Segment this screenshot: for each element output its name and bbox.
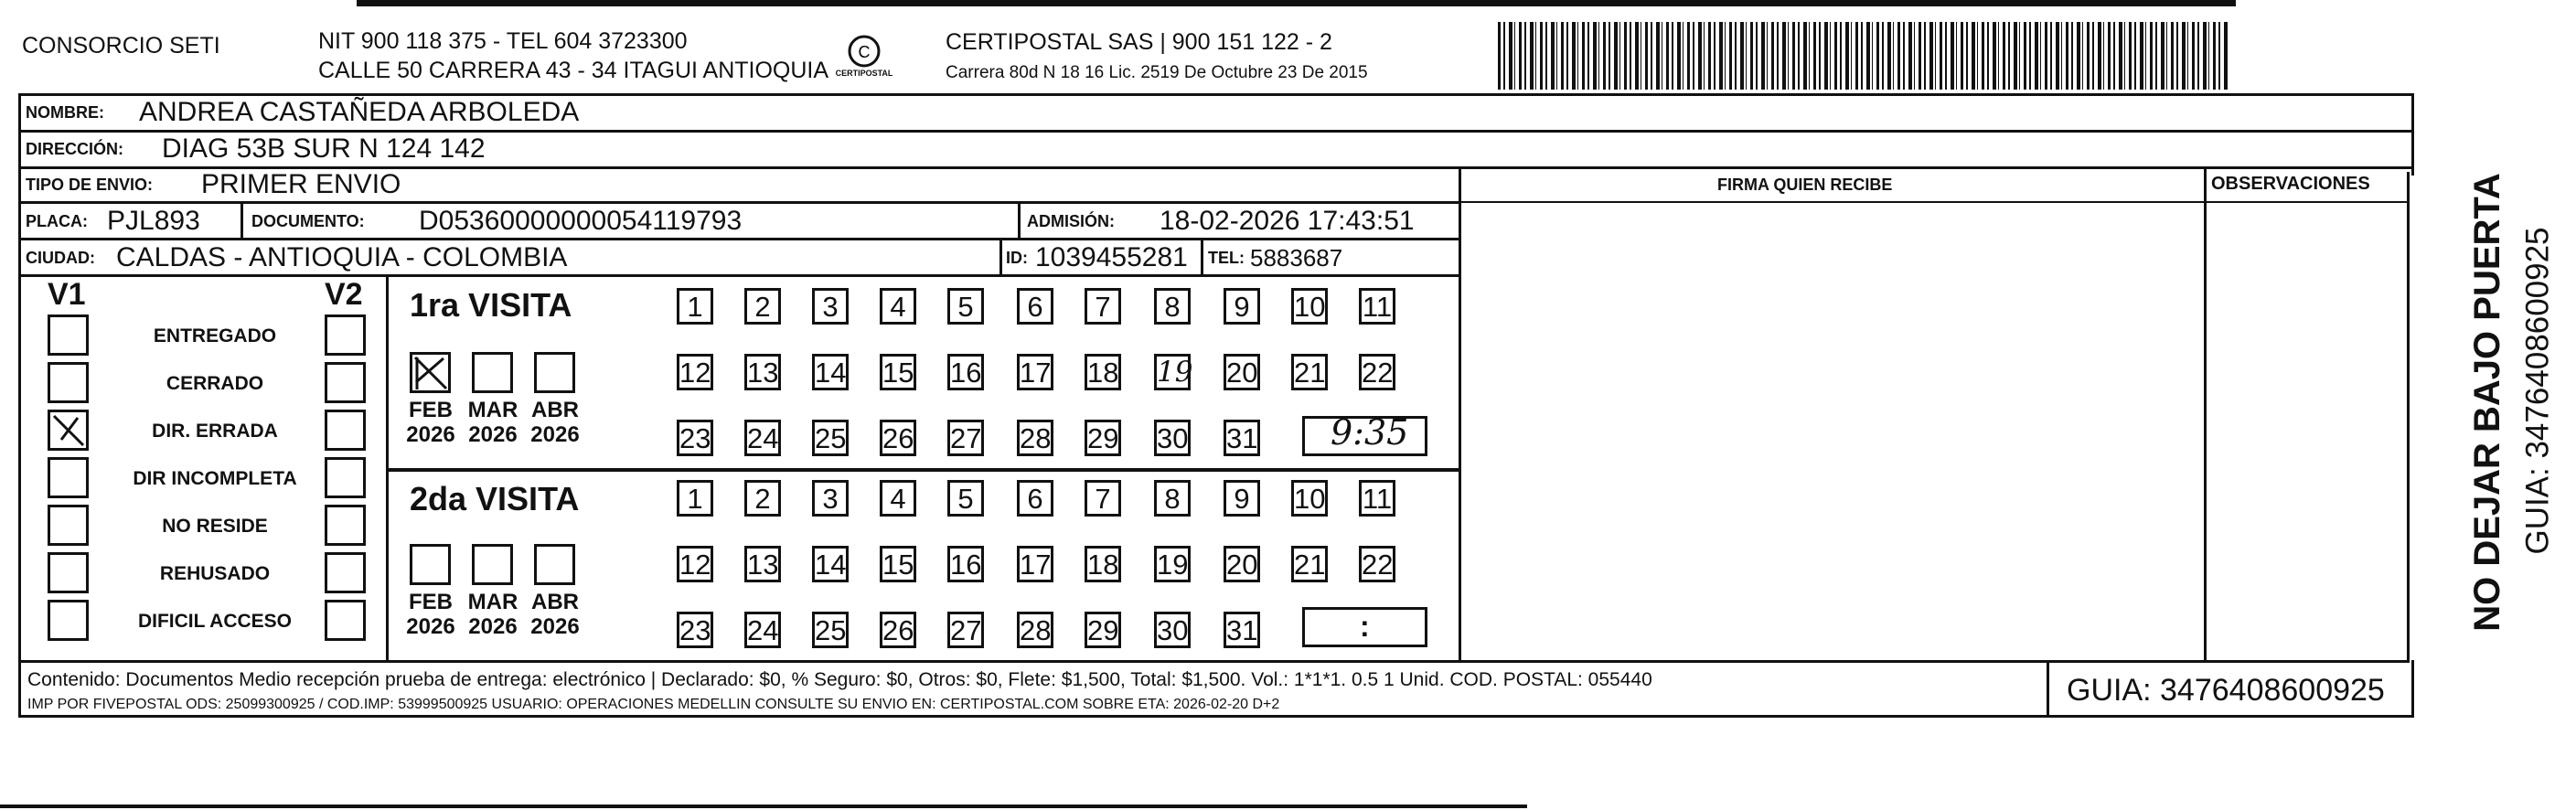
first-visit-day-box[interactable]: 10 bbox=[1291, 288, 1328, 325]
second-visit-day-box[interactable]: 19 bbox=[1154, 546, 1191, 582]
frame-top bbox=[18, 93, 2414, 96]
second-visit-month-year: 2026 bbox=[406, 614, 455, 639]
second-visit-day-box[interactable]: 28 bbox=[1017, 612, 1053, 648]
status-label: DIFICIL ACCESO bbox=[137, 611, 292, 632]
first-visit-day-box[interactable]: 11 bbox=[1359, 288, 1395, 325]
row-line-4 bbox=[18, 238, 1459, 240]
second-visit-time: : bbox=[1360, 610, 1370, 643]
id-divider bbox=[999, 240, 1002, 276]
barcode bbox=[1498, 22, 2228, 90]
second-visit-day-box[interactable]: 26 bbox=[880, 612, 916, 648]
first-visit-month-box[interactable] bbox=[472, 352, 513, 393]
second-visit-day-box[interactable]: 9 bbox=[1224, 480, 1260, 517]
first-visit-day-box[interactable]: 14 bbox=[812, 354, 849, 390]
v2-checkbox[interactable] bbox=[325, 505, 366, 546]
second-visit-day-box[interactable]: 7 bbox=[1085, 480, 1121, 517]
second-visit-day-box[interactable]: 23 bbox=[677, 612, 713, 648]
placa-value: PJL893 bbox=[107, 206, 200, 236]
second-visit-day-box[interactable]: 8 bbox=[1154, 480, 1191, 517]
second-visit-month-label: MAR bbox=[467, 590, 518, 614]
frame-right-footer bbox=[2411, 660, 2414, 718]
tel-divider bbox=[1201, 240, 1203, 276]
logo-text: CERTIPOSTAL bbox=[835, 69, 893, 78]
firma-label: FIRMA QUIEN RECIBE bbox=[1717, 176, 1893, 194]
admision-label: ADMISIÓN: bbox=[1027, 212, 1115, 230]
status-label: DIR. ERRADA bbox=[152, 421, 278, 442]
v2-checkbox[interactable] bbox=[325, 362, 366, 403]
v1-checkbox[interactable] bbox=[48, 314, 89, 356]
v2-checkbox[interactable] bbox=[325, 600, 366, 641]
second-visit-month-year: 2026 bbox=[468, 614, 518, 639]
status-label: DIR INCOMPLETA bbox=[133, 468, 297, 489]
second-visit-day-box[interactable]: 22 bbox=[1359, 546, 1395, 582]
v1-checkbox[interactable] bbox=[48, 362, 89, 403]
first-visit-day-box[interactable]: 9 bbox=[1224, 288, 1260, 325]
tipo-label: TIPO DE ENVIO: bbox=[26, 176, 154, 194]
documento-divider bbox=[1018, 203, 1021, 240]
guia-box-text: GUIA: 3476408600925 bbox=[2067, 673, 2385, 708]
first-visit-month-year: 2026 bbox=[530, 422, 580, 447]
second-visit-day-box[interactable]: 4 bbox=[880, 480, 916, 517]
first-visit-day-box[interactable]: 24 bbox=[744, 420, 781, 456]
first-visit-day-box[interactable]: 15 bbox=[880, 354, 916, 390]
direccion-label: DIRECCIÓN: bbox=[26, 140, 123, 158]
first-visit-day-box[interactable]: 1 bbox=[677, 288, 713, 325]
v2-label: V2 bbox=[325, 277, 363, 312]
second-visit-day-box[interactable]: 11 bbox=[1359, 480, 1395, 517]
v2-checkbox[interactable] bbox=[325, 314, 366, 356]
observ-left-border bbox=[2204, 166, 2207, 662]
id-value: 1039455281 bbox=[1035, 242, 1188, 272]
first-visit-day-box[interactable]: 29 bbox=[1085, 420, 1121, 456]
tel-value: 5883687 bbox=[1250, 244, 1343, 272]
first-visit-time-handwritten: 9:35 bbox=[1331, 412, 1409, 453]
first-visit-day-box[interactable]: 23 bbox=[677, 420, 713, 456]
status-label: CERRADO bbox=[166, 373, 264, 394]
documento-value: D05360000000054119793 bbox=[419, 206, 743, 236]
certipostal-line1: CERTIPOSTAL SAS | 900 151 122 - 2 bbox=[946, 29, 1332, 55]
v1-checkbox[interactable] bbox=[48, 600, 89, 641]
first-visit-day-box[interactable]: 7 bbox=[1085, 288, 1121, 325]
first-visit-day-box[interactable]: 17 bbox=[1017, 354, 1053, 390]
admision-value: 18-02-2026 17:43:51 bbox=[1160, 206, 1415, 236]
v1-checkbox[interactable] bbox=[48, 457, 89, 498]
second-visit-day-box[interactable]: 16 bbox=[947, 546, 984, 582]
first-visit-day-box[interactable]: 31 bbox=[1224, 420, 1260, 456]
observaciones-label: OBSERVACIONES bbox=[2211, 174, 2370, 194]
header-row-divider bbox=[1459, 201, 2410, 203]
first-visit-month-label: MAR bbox=[467, 398, 518, 422]
frame-right bbox=[2407, 172, 2410, 661]
side-guia: GUIA: 3476408600925 bbox=[2519, 227, 2556, 555]
status-label: NO RESIDE bbox=[162, 516, 268, 537]
second-visit-day-box[interactable]: 24 bbox=[744, 612, 781, 648]
first-visit-day-box[interactable]: 5 bbox=[947, 288, 984, 325]
v2-checkbox[interactable] bbox=[325, 552, 366, 593]
second-visit-day-box[interactable]: 31 bbox=[1224, 612, 1260, 648]
row-line-1 bbox=[18, 130, 2414, 133]
second-visit-day-box[interactable]: 21 bbox=[1291, 546, 1328, 582]
first-visit-month-year: 2026 bbox=[468, 422, 518, 447]
first-visit-month-box[interactable] bbox=[410, 352, 451, 393]
second-visit-day-box[interactable]: 12 bbox=[677, 546, 713, 582]
first-visit-day-box[interactable]: 30 bbox=[1154, 420, 1191, 456]
first-visit-day-box[interactable]: 20 bbox=[1224, 354, 1260, 390]
frame-left bbox=[18, 93, 21, 718]
row-line-3 bbox=[18, 201, 1459, 204]
first-visit-day-box[interactable]: 8 bbox=[1154, 288, 1191, 325]
frame-bottom-main bbox=[18, 660, 2410, 663]
first-visit-day-box[interactable]: 28 bbox=[1017, 420, 1053, 456]
second-visit-day-box[interactable]: 30 bbox=[1154, 612, 1191, 648]
frame-right-upper bbox=[2411, 93, 2414, 176]
first-visit-day-box[interactable]: 27 bbox=[947, 420, 984, 456]
second-visit-day-box[interactable]: 14 bbox=[812, 546, 849, 582]
placa-label: PLACA: bbox=[26, 212, 88, 230]
status-label: REHUSADO bbox=[159, 563, 271, 584]
certipostal-line2: Carrera 80d N 18 16 Lic. 2519 De Octubre 23 De 2015 bbox=[946, 63, 1368, 82]
address-line: CALLE 50 CARRERA 43 - 34 ITAGUI ANTIOQUIA bbox=[318, 58, 829, 83]
second-visit-day-box[interactable]: 5 bbox=[947, 480, 984, 517]
v1-label: V1 bbox=[48, 277, 86, 312]
second-visit-month-label: FEB bbox=[409, 590, 453, 614]
imp-line: IMP POR FIVEPOSTAL ODS: 25099300925 / COD.IMP: 53999500925 USUARIO: OPERACIONES MEDELLIN CONSULTE SU ENVIO EN: CERTIPOSTAL.COM SOBRE ETA: 2026-02-20 D+2 bbox=[27, 697, 1280, 712]
v1-checkbox[interactable] bbox=[48, 552, 89, 593]
second-visit-day-box[interactable]: 20 bbox=[1224, 546, 1260, 582]
row-line-5 bbox=[18, 274, 1459, 277]
frame-bottom bbox=[18, 715, 2414, 718]
svg-text:C: C bbox=[858, 43, 871, 61]
ciudad-value: CALDAS - ANTIOQUIA - COLOMBIA bbox=[116, 242, 568, 272]
guia-box-left bbox=[2047, 660, 2049, 718]
first-visit-day-box[interactable]: 12 bbox=[677, 354, 713, 390]
top-border-strip bbox=[357, 0, 2236, 6]
first-visit-day-box[interactable]: 25 bbox=[812, 420, 849, 456]
second-visit-month-box[interactable] bbox=[410, 544, 451, 585]
nit-line: NIT 900 118 375 - TEL 604 3723300 bbox=[318, 28, 688, 54]
ciudad-label: CIUDAD: bbox=[26, 249, 95, 267]
nombre-label: NOMBRE: bbox=[26, 103, 104, 122]
first-visit-month-label: ABR bbox=[531, 398, 579, 422]
first-visit-month-box[interactable] bbox=[534, 352, 575, 393]
v1-checkbox[interactable] bbox=[48, 410, 89, 451]
first-visit-day-box[interactable]: 4 bbox=[880, 288, 916, 325]
first-visit-day-box[interactable]: 3 bbox=[812, 288, 849, 325]
second-visit-title: 2da VISITA bbox=[410, 480, 580, 517]
certipostal-logo bbox=[823, 33, 905, 88]
company-name: CONSORCIO SETI bbox=[22, 33, 220, 59]
second-visit-month-label: ABR bbox=[531, 590, 579, 614]
second-visit-day-box[interactable]: 6 bbox=[1017, 480, 1053, 517]
tel-label: TEL: bbox=[1208, 249, 1245, 267]
first-visit-month-label: FEB bbox=[409, 398, 453, 422]
v2-checkbox[interactable] bbox=[325, 410, 366, 451]
second-visit-day-box[interactable]: 1 bbox=[677, 480, 713, 517]
first-visit-day-box[interactable]: 22 bbox=[1359, 354, 1395, 390]
direccion-value: DIAG 53B SUR N 124 142 bbox=[162, 133, 486, 164]
first-visit-month-year: 2026 bbox=[406, 422, 455, 447]
second-visit-month-year: 2026 bbox=[530, 614, 580, 639]
first-visit-day-box[interactable]: 19 bbox=[1154, 354, 1191, 390]
second-visit-day-box[interactable]: 27 bbox=[947, 612, 984, 648]
first-visit-day-box[interactable]: 6 bbox=[1017, 288, 1053, 325]
first-visit-title: 1ra VISITA bbox=[410, 286, 572, 324]
second-visit-day-box[interactable]: 29 bbox=[1085, 612, 1121, 648]
second-visit-day-box[interactable]: 15 bbox=[880, 546, 916, 582]
second-visit-day-box[interactable]: 18 bbox=[1085, 546, 1121, 582]
documento-label: DOCUMENTO: bbox=[251, 212, 365, 230]
first-visit-day-box[interactable]: 26 bbox=[880, 420, 916, 456]
second-visit-day-box[interactable]: 10 bbox=[1291, 480, 1328, 517]
first-visit-day-box[interactable]: 21 bbox=[1291, 354, 1328, 390]
second-visit-month-box[interactable] bbox=[534, 544, 575, 585]
second-visit-day-box[interactable]: 3 bbox=[812, 480, 849, 517]
second-visit-day-box[interactable]: 17 bbox=[1017, 546, 1053, 582]
v2-checkbox[interactable] bbox=[325, 457, 366, 498]
id-label: ID: bbox=[1006, 249, 1028, 267]
first-visit-day-box[interactable]: 2 bbox=[744, 288, 781, 325]
first-visit-day-box[interactable]: 13 bbox=[744, 354, 781, 390]
side-warning: NO DEJAR BAJO PUERTA bbox=[2467, 173, 2507, 632]
visit-left-border bbox=[386, 274, 389, 660]
second-visit-day-box[interactable]: 2 bbox=[744, 480, 781, 517]
first-visit-day-box[interactable]: 16 bbox=[947, 354, 984, 390]
second-visit-month-box[interactable] bbox=[472, 544, 513, 585]
tipo-value: PRIMER ENVIO bbox=[201, 169, 401, 199]
second-visit-day-box[interactable]: 25 bbox=[812, 612, 849, 648]
first-visit-day-box[interactable]: 18 bbox=[1085, 354, 1121, 390]
placa-divider bbox=[240, 203, 243, 240]
second-visit-day-box[interactable]: 13 bbox=[744, 546, 781, 582]
v1-checkbox[interactable] bbox=[48, 505, 89, 546]
nombre-value: ANDREA CASTAÑEDA ARBOLEDA bbox=[139, 97, 580, 127]
firma-left-border bbox=[1459, 166, 1461, 662]
contenido-line: Contenido: Documentos Medio recepción prueba de entrega: electrónico | Declarado: $0, % Seguro: $0, Otros: $0, Flete: $1,500, Total: $1,500. Vol.: 1*1*1. 0.5 1 Unid. COD. POSTAL: 055440 bbox=[27, 669, 1652, 690]
visit-divider bbox=[386, 468, 1459, 472]
bottom-tear-line bbox=[0, 805, 1527, 808]
status-label: ENTREGADO bbox=[153, 325, 277, 346]
